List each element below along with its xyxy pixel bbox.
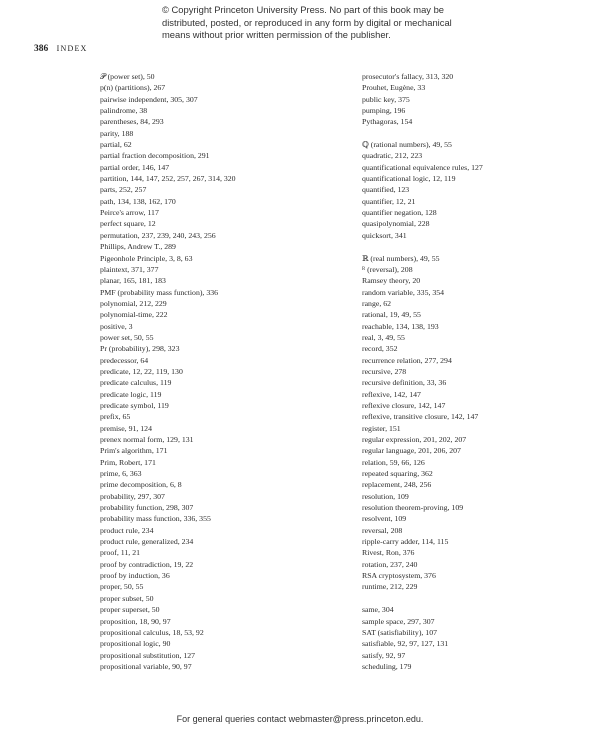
index-entry: Pigeonhole Principle, 3, 8, 63 [100,253,193,263]
index-entry: regular language, 201, 206, 207 [362,446,461,456]
index-entry: Prouhet, Eugène, 33 [362,83,426,93]
index-entry: proper, 50, 55 [100,582,144,592]
index-entry: quantificational logic, 12, 119 [362,174,456,184]
index-entry: propositional variable, 90, 97 [100,661,192,671]
index-entry: PMF (probability mass function), 336 [100,287,219,297]
index-entry: prefix, 65 [100,412,131,422]
index-entry: proof by contradiction, 19, 22 [100,559,194,569]
index-entry: quantified, 123 [362,185,410,195]
index-entry: ᴿ (reversal), 208 [362,264,413,274]
index-entry: proposition, 18, 90, 97 [100,616,171,626]
index-entry: repeated squaring, 362 [362,469,433,479]
index-entry: Ramsey theory, 20 [362,276,421,286]
index-entry: proof by induction, 36 [100,571,170,581]
index-column-left [100,71,340,672]
index-entry: parentheses, 84, 293 [100,117,164,127]
index-entry: reversal, 208 [362,525,403,535]
section-gap [362,593,592,604]
index-entry: parity, 188 [100,128,134,138]
index-entry: parts, 252, 257 [100,185,147,195]
index-entry: random variable, 335, 354 [362,287,445,297]
index-entry: rotation, 237, 240 [362,559,418,569]
index-entry: Prim, Robert, 171 [100,457,156,467]
index-entry: Prim's algorithm, 171 [100,446,168,456]
index-entry: predicate logic, 119 [100,389,162,399]
index-entry: runtime, 212, 229 [362,582,418,592]
index-entry: probability, 297, 307 [100,491,165,501]
index-entry: ripple-carry adder, 114, 115 [362,537,449,547]
index-entry: plaintext, 371, 377 [100,264,159,274]
copyright-line: © Copyright Princeton University Press. No part of this book may be [162,4,445,15]
index-entry: planar, 165, 181, 183 [100,276,166,286]
index-entry: reflexive closure, 142, 147 [362,400,446,410]
copyright-line: means without prior written permission of the publisher. [162,29,391,41]
index-entry: polynomial, 212, 229 [100,298,167,308]
index-entry: quadratic, 212, 223 [362,151,423,161]
index-entry: premise, 91, 124 [100,423,152,433]
index-entry: prosecutor's fallacy, 313, 320 [362,72,454,81]
index-entry: resolvent, 109 [362,514,407,524]
index-entry: probability function, 298, 307 [100,503,194,513]
index-entry: Pythagoras, 154 [362,117,413,127]
index-entry: power set, 50, 55 [100,332,154,342]
section-gap [362,128,592,139]
index-entry: prenex normal form, 129, 131 [100,435,194,444]
index-entry: satisfy, 92, 97 [362,650,406,660]
copyright-notice [162,4,462,42]
copyright-line: distributed, posted, or reproduced in any form by digital or mechanical [162,16,452,28]
index-entry: product rule, generalized, 234 [100,537,194,547]
index-entry: product rule, 234 [100,525,154,535]
index-entry: permutation, 237, 239, 240, 243, 256 [100,230,216,240]
index-entry: quicksort, 341 [362,230,407,240]
index-entry: ℝ (real numbers), 49, 55 [362,253,440,263]
index-entry: propositional calculus, 18, 53, 92 [100,627,204,637]
index-entry: regular expression, 201, 202, 207 [362,435,467,444]
index-entry: quantifier negation, 128 [362,208,437,218]
footer-contact: For general queries contact webmaster@press.princeton.edu. [176,714,424,724]
index-entry: proof, 11, 21 [100,548,140,558]
index-entry: recursive, 278 [362,366,407,376]
index-entry: real, 3, 49, 55 [362,332,405,342]
index-entry: proper subset, 50 [100,593,154,603]
index-entry: range, 62 [362,298,392,308]
index-entry: reflexive, transitive closure, 142, 147 [362,412,479,422]
index-entry: partial, 62 [100,140,132,150]
index-entry: sample space, 297, 307 [362,616,435,626]
running-head [34,44,88,54]
index-entry: prime, 6, 363 [100,469,142,479]
index-entry: resolution theorem-proving, 109 [362,503,464,513]
index-entry: quantifier, 12, 21 [362,196,416,206]
index-entry: same, 304 [362,605,394,615]
index-entry: prime decomposition, 6, 8 [100,480,182,490]
index-entry: p(n) (partitions), 267 [100,83,166,93]
index-entry: register, 151 [362,423,401,433]
index-entry: positive, 3 [100,321,133,331]
index-entry: predecessor, 64 [100,355,149,365]
index-entry: perfect square, 12 [100,219,156,229]
index-entry: record, 352 [362,344,398,354]
index-entry: propositional logic, 90 [100,639,171,649]
index-entry: RSA cryptosystem, 376 [362,571,436,581]
section-gap [362,241,592,252]
index-entry: polynomial-time, 222 [100,310,168,320]
index-entry: partial fraction decomposition, 291 [100,151,210,161]
index-entry: scheduling, 179 [362,661,412,671]
index-entry: path, 134, 138, 162, 170 [100,196,176,206]
page-title: INDEX [56,44,88,53]
index-entry: partition, 144, 147, 252, 257, 267, 314, 320 [100,174,236,184]
index-entry: SAT (satisfiability), 107 [362,627,438,637]
index-entry: quantificational equivalence rules, 127 [362,162,483,172]
index-entry: ℚ (rational numbers), 49, 55 [362,140,452,150]
index-entry: Rivest, Ron, 376 [362,548,415,558]
index-entry: relation, 59, 66, 126 [362,457,425,467]
index-entry: reachable, 134, 138, 193 [362,321,439,331]
index-entry: predicate symbol, 119 [100,400,169,410]
index-entry: proper superset, 50 [100,605,160,615]
index-entry: predicate, 12, 22, 119, 130 [100,366,183,376]
index-entry: probability mass function, 336, 355 [100,514,211,524]
index-entry: pumping, 196 [362,106,406,116]
index-entry: satisfiable, 92, 97, 127, 131 [362,639,449,649]
index-entry: Peirce's arrow, 117 [100,208,159,218]
index-entry: pairwise independent, 305, 307 [100,94,198,104]
index-entry: recursive definition, 33, 36 [362,378,447,388]
index-entry: propositional substitution, 127 [100,650,196,660]
index-entry: reflexive, 142, 147 [362,389,421,399]
index-entry: partial order, 146, 147 [100,162,170,172]
index-entry: quasipolynomial, 228 [362,219,430,229]
index-entry: Pr (probability), 298, 323 [100,344,180,354]
index-entry: Phillips, Andrew T., 289 [100,242,176,252]
page-number: 386 [34,44,49,54]
index-entry: predicate calculus, 119 [100,378,172,388]
index-entry: recurrence relation, 277, 294 [362,355,452,365]
index-entry: 𝒫 (power set), 50 [100,72,155,81]
index-entry: palindrome, 38 [100,106,148,116]
index-entry: public key, 375 [362,94,410,104]
index-entry: rational, 19, 49, 55 [362,310,421,320]
index-column-right [362,71,592,672]
index-entry: replacement, 248, 256 [362,480,432,490]
index-entry: resolution, 109 [362,491,409,501]
